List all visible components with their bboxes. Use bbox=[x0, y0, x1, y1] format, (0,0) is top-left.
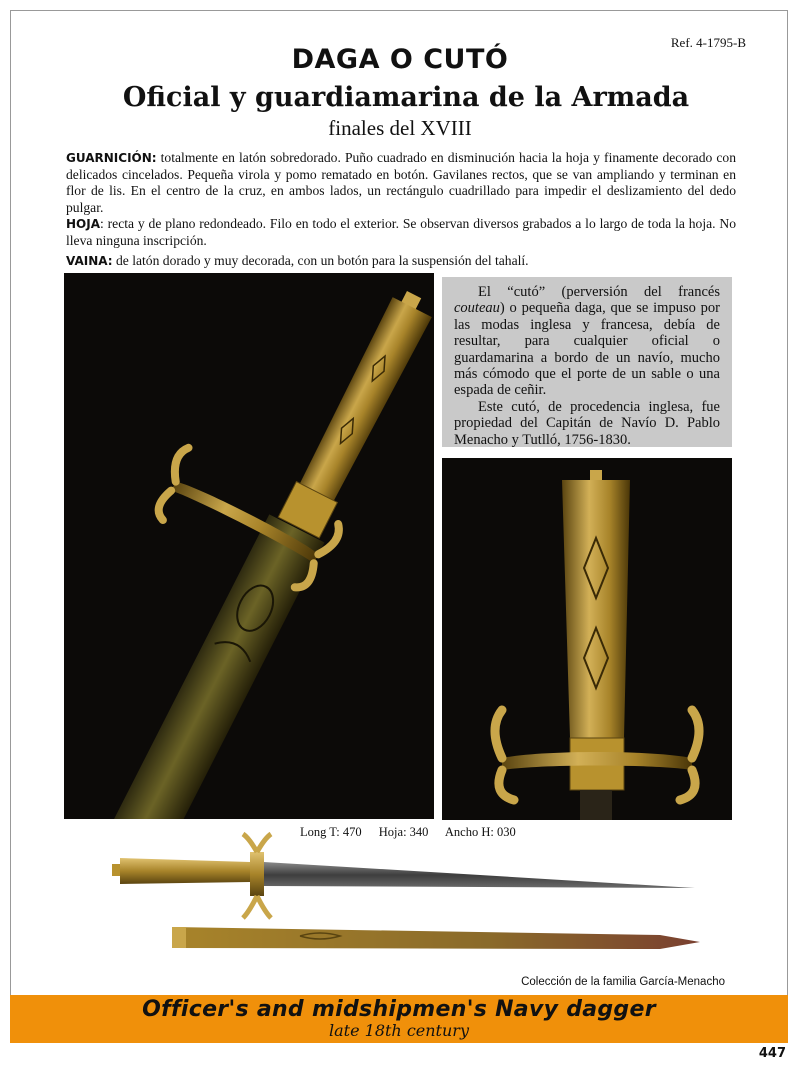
page-subtitle: Oficial y guardiamarina de la Armada bbox=[122, 82, 690, 113]
hoja-text: : recta y de plano redondeado. Filo en todo el exterior. Se observan diversos grabados a lo largo de toda la hoja. No lleva ninguna inscripción. bbox=[66, 216, 736, 248]
english-subtitle: late 18th century bbox=[329, 1021, 469, 1040]
collection-credit: Colección de la familia García-Menacho bbox=[521, 976, 725, 988]
vaina-label: VAINA: bbox=[66, 253, 113, 268]
vaina-paragraph bbox=[66, 253, 736, 270]
description-block bbox=[66, 150, 736, 269]
note-text-b: ) o pequeña daga, que se impuso por las modas inglesa y francesa, debía de resultar, para cualquier oficial o guardamarina a bordo de un navío, mucho más cómodo que el porte de un sable o una espada de ceñir. bbox=[454, 300, 720, 399]
note-text-a: El “cutó” (perversión del francés bbox=[478, 284, 720, 300]
english-title-band bbox=[10, 995, 788, 1043]
historical-note bbox=[442, 277, 732, 447]
hilt-closeup-icon bbox=[442, 458, 732, 820]
guarnicion-paragraph bbox=[66, 150, 736, 216]
length-total: Long T: 470 bbox=[300, 825, 362, 839]
english-title: Officer's and midshipmen's Navy dagger bbox=[142, 997, 656, 1022]
page-number: 447 bbox=[758, 1046, 786, 1061]
note-paragraph-1 bbox=[454, 284, 720, 399]
page-title: DAGA O CUTÓ bbox=[291, 44, 509, 75]
hilt-closeup-photo bbox=[442, 458, 732, 820]
vaina-text: de latón dorado y muy decorada, con un botón para la suspensión del tahalí. bbox=[112, 252, 529, 268]
page-period: finales del XVIII bbox=[328, 116, 472, 140]
guarnicion-label: GUARNICIÓN: bbox=[66, 151, 157, 165]
blade-length: Hoja: 340 bbox=[378, 825, 429, 839]
dagger-closeup-icon bbox=[64, 273, 434, 819]
hoja-label: HOJA bbox=[66, 217, 100, 232]
dagger-and-scabbard-photo bbox=[100, 830, 720, 980]
dagger-closeup-photo bbox=[64, 273, 434, 819]
hoja-paragraph bbox=[66, 216, 736, 249]
note-italic-word: couteau bbox=[454, 300, 500, 317]
reference-number: Ref. 4-1795-B bbox=[670, 35, 746, 50]
guarnicion-text: totalmente en latón sobredorado. Puño cuadrado en disminución hacia la hoja y finamente decorado con delicados cincelados. Pequeña virola y pomo rematado en botón. Gavilanes rectos, que se van ampliando y terminan en flor de lis. En el centro de la cruz, en ambos lados, un rectángulo cuadrillado para impedir el deslizamiento del dedo pulgar. bbox=[66, 150, 736, 215]
note-paragraph-2: Este cutó, de procedencia inglesa, fue propiedad del Capitán de Navío D. Pablo Menacho y Tutlló, 1756-1830. bbox=[454, 398, 720, 448]
hilt-width: Ancho H: 030 bbox=[444, 825, 516, 839]
dagger-and-scabbard-icon bbox=[100, 830, 720, 980]
